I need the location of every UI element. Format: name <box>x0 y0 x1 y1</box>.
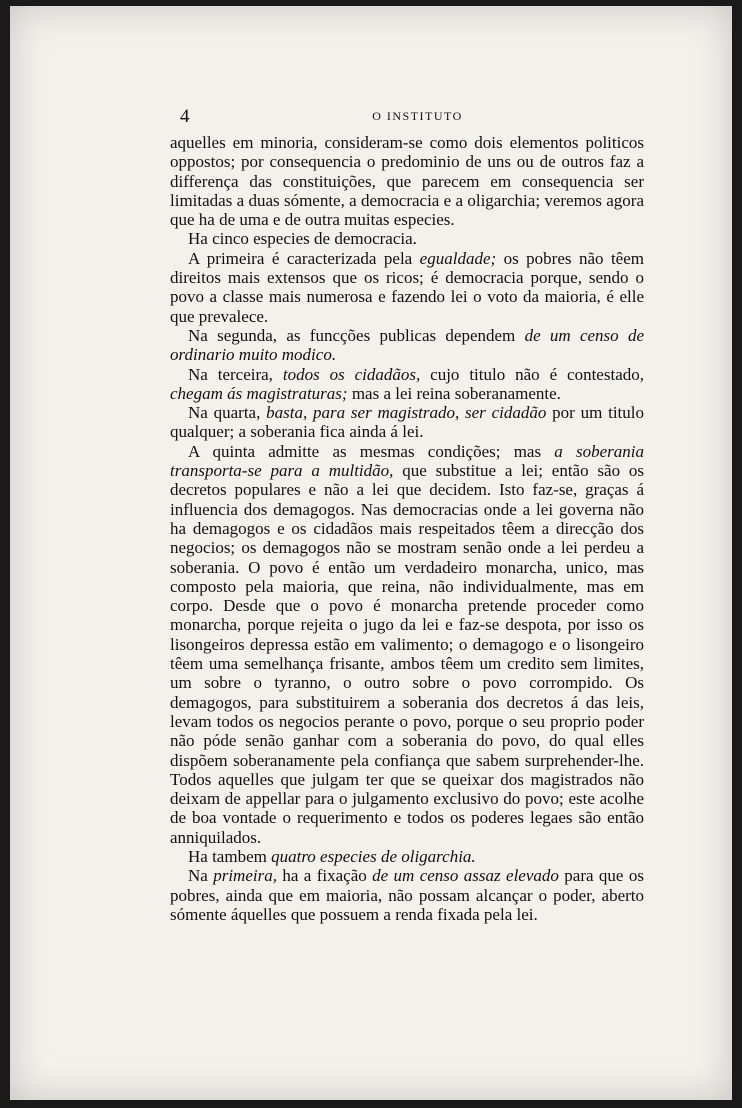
text-run: Ha cinco especies de democracia. <box>188 229 417 249</box>
text-run: Na terceira, <box>188 364 283 384</box>
text-run: mas a lei reina soberanamente. <box>347 383 561 403</box>
paragraph <box>170 133 644 229</box>
text-run: aquelles em minoria, consideram-se como dois elementos politicos oppostos; por consequencia o predominio de uns ou de outros faz a differença das constituições, que parecem em consequencia ser limitadas a duas sómente, a democracia e a oligarchia; veremos agora que ha de uma e de outra muitas especies. <box>170 133 644 230</box>
paragraph <box>170 442 644 847</box>
text-run: A quinta admitte as mesmas condições; mas <box>188 441 555 461</box>
text-run: A primeira é caracterizada pela <box>188 248 420 268</box>
paragraph <box>170 847 644 866</box>
paragraph <box>170 866 644 924</box>
italic-text: de um censo assaz elevado <box>372 866 559 886</box>
paragraph <box>170 229 644 248</box>
paragraph <box>170 249 644 326</box>
text-run: Na quarta, <box>188 403 267 423</box>
text-run: ha a fixação <box>276 866 373 886</box>
body-text <box>170 133 644 924</box>
paragraph <box>170 365 644 404</box>
text-run: para que os pobres, ainda que em maioria, não possam alcançar o poder, aberto sómente áquelles que possuem a renda fixada pela lei. <box>170 866 644 924</box>
italic-text: primeira, <box>213 866 277 886</box>
italic-text: chegam ás magistraturas; <box>170 383 348 403</box>
italic-text: basta, para ser magistrado, ser cidadão <box>266 403 547 423</box>
italic-text: egualdade; <box>419 248 497 268</box>
page-header <box>180 106 655 128</box>
text-run: cujo titulo não é contestado, <box>420 364 644 384</box>
italic-text: de um censo de ordinario muito modico. <box>170 325 645 365</box>
paragraph <box>170 403 644 442</box>
text-run: que substitue a lei; então são os decretos populares e não a lei que decidem. Isto faz-se, graças á influencia dos demagogos. Nas democracias onde a lei governa não ha demagogos e os cidadãos mais respeitados têem a direcção dos negocios; os demagogos não se mostram senão onde a lei perdeu a soberania. O povo é então um verdadeiro monarcha, unico, mas composto pela maioria, que reina, não individualmente, mas em corpo. Desde que o povo é monarcha pretende proceder como monarcha, porque rejeita o jugo da lei e faz-se despota, por isso os lisongeiros depressa estão em valimento; o demagogo e o lisongeiro têem uma semelhança frisante, ambos têem um credito sem limites, um sobre o tyranno, o outro sobre o povo corrompido. Os demagogos, para substituirem a soberania dos decretos á das leis, levam todos os negocios perante o povo, porque o seu proprio poder não póde senão ganhar com a soberania do povo, do qual elles dispõem soberanamente pela confiança que sabem surprehender-lhe. Todos aquelles que julgam ter que se queixar dos magistrados não deixam de appellar para o julgamento exclusivo do povo; este acolhe de boa vontade o requerimento e todos os poderes legaes são então anniquilados. <box>170 461 645 847</box>
page-number: 4 <box>180 106 190 127</box>
text-run: por um titulo qualquer; a soberania fica ainda á lei. <box>170 403 644 442</box>
text-run: Ha tambem <box>188 846 272 866</box>
text-run: Na segunda, as funcções publicas dependem <box>188 325 525 345</box>
paragraph <box>170 326 644 365</box>
running-title: O INSTITUTO <box>372 109 463 123</box>
text-run: Na <box>188 866 214 886</box>
italic-text: todos os cidadãos, <box>282 364 421 384</box>
italic-text: a soberania transporta-se para a multidão, <box>170 441 645 481</box>
italic-text: quatro especies de oligarchia. <box>271 846 476 866</box>
text-run: os pobres não têem direitos mais extensos que os ricos; é democracia porque, sendo o povo a classe mais numerosa e fazendo lei o voto da maioria, é elle que prevalece. <box>170 248 644 326</box>
